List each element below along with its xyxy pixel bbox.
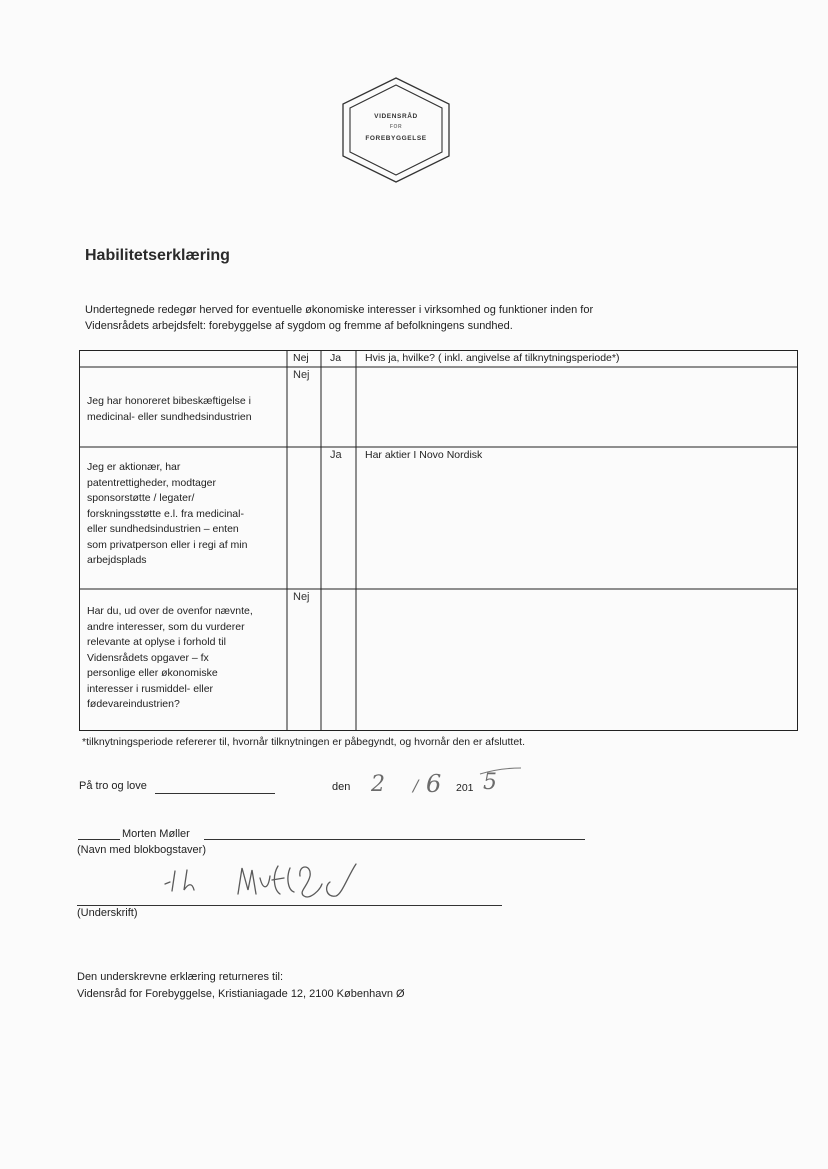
- date-month: 6: [426, 770, 442, 798]
- question-line: Jeg er aktionær, har: [87, 461, 181, 473]
- date-stroke: [478, 765, 523, 777]
- question-line: interesser i rusmiddel- eller: [87, 682, 214, 695]
- oath-label: På tro og love: [79, 780, 147, 792]
- name-value: Morten Møller: [122, 828, 190, 840]
- question-line: som privatperson eller i regi af min: [87, 538, 248, 551]
- name-underline-right: [204, 839, 585, 840]
- question-line: eller sundhedsindustrien – enten: [87, 523, 239, 535]
- row-2-question: [87, 460, 283, 569]
- intro-line-1: Undertegnede redegør herved for eventuelle økonomiske interesser i virksomhed og funktioner inden for: [85, 304, 594, 316]
- intro-line-2: Vidensrådets arbejdsfelt: forebyggelse af sygdom og fremme af befolkningens sundhed.: [85, 320, 513, 332]
- row-3-question: [87, 604, 283, 713]
- return-line-1: Den underskrevne erklæring returneres til:: [77, 971, 284, 983]
- row-2-ja-mark: Ja: [330, 449, 342, 461]
- question-line: medicinal- eller sundhedsindustrien: [87, 410, 252, 423]
- date-slash: /: [413, 776, 419, 795]
- signature-label: (Underskrift): [77, 907, 138, 919]
- signature-underline: [77, 905, 502, 906]
- name-underline-left: [78, 839, 120, 840]
- date-day: 2: [371, 772, 385, 797]
- row-1-nej-mark: Nej: [293, 369, 310, 381]
- return-line-2: Vidensråd for Forebyggelse, Kristianiagade 12, 2100 København Ø: [77, 988, 405, 1000]
- question-line: arbejdsplads: [87, 554, 147, 566]
- interests-table: [79, 350, 798, 731]
- header-details: Hvis ja, hvilke? ( inkl. angivelse af tilknytningsperiode*): [365, 352, 620, 364]
- logo-line-1: VIDENSRÅD: [374, 113, 418, 120]
- question-line: patentrettigheder, modtager: [87, 476, 217, 489]
- hexagon-logo-icon: [340, 76, 452, 184]
- name-label: (Navn med blokbogstaver): [77, 844, 207, 856]
- question-line: relevante at oplyse i forhold til: [87, 636, 226, 648]
- header-nej: Nej: [293, 352, 309, 364]
- row-1-question: [87, 394, 283, 425]
- date-year-suffix: 5: [483, 770, 497, 795]
- question-line: Vidensrådets opgaver – fx: [87, 651, 209, 664]
- question-line: fødevareindustrien?: [87, 698, 180, 710]
- footnote: *tilknytningsperiode refererer til, hvornår tilknytningen er påbegyndt, og hvornår den er afsluttet.: [82, 736, 525, 748]
- question-line: sponsorstøtte / legater/: [87, 492, 195, 504]
- question-line: Jeg har honoreret bibeskæftigelse i: [87, 395, 252, 407]
- return-address: [77, 969, 405, 1003]
- signature-drawing: [160, 846, 390, 906]
- question-line: Har du, ud over de ovenfor nævnte,: [87, 605, 253, 617]
- logo-line-3: FOREBYGGELSE: [365, 135, 427, 142]
- row-2-details: Har aktier I Novo Nordisk: [365, 449, 483, 461]
- logo: [340, 76, 452, 184]
- date-year-prefix: 201: [456, 782, 474, 794]
- question-line: andre interesser, som du vurderer: [87, 620, 245, 633]
- row-3-nej-mark: Nej: [293, 591, 310, 603]
- intro-text: [85, 302, 685, 334]
- logo-line-2: FOR: [389, 124, 403, 130]
- question-line: forskningsstøtte e.l. fra medicinal-: [87, 507, 244, 520]
- page-title: Habilitetserklæring: [85, 247, 230, 264]
- question-line: personlige eller økonomiske: [87, 667, 218, 679]
- date-label: den: [332, 781, 351, 793]
- signature-scribble: [160, 846, 390, 906]
- oath-underline: [155, 793, 275, 794]
- header-ja: Ja: [330, 352, 342, 364]
